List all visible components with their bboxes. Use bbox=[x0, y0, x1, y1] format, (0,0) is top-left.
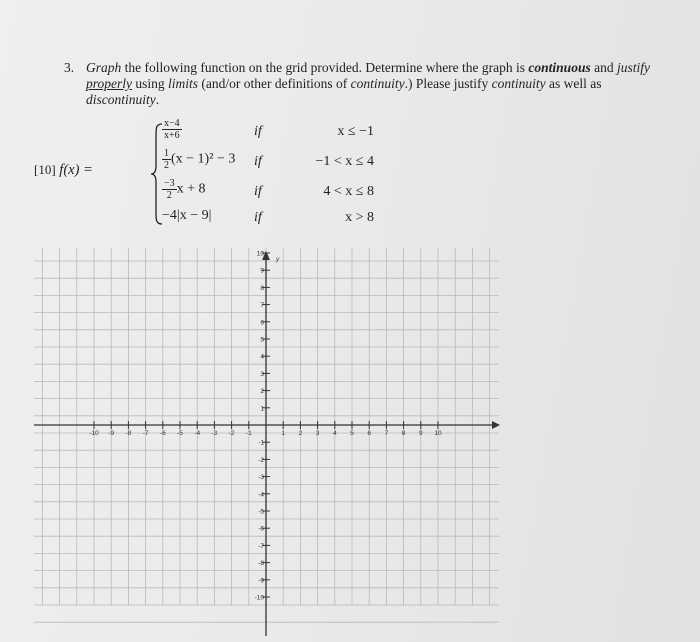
y-tick-label: 8 bbox=[260, 284, 264, 292]
x-tick-label: 4 bbox=[332, 430, 337, 437]
x-tick-label: -7 bbox=[142, 430, 149, 437]
case-1-fraction bbox=[162, 118, 182, 141]
x-tick-label: 9 bbox=[418, 430, 423, 437]
problem-text-part: continuous bbox=[528, 60, 591, 75]
y-tick-label: 3 bbox=[260, 370, 264, 378]
x-tick-label: 2 bbox=[298, 430, 303, 437]
case-3-expression bbox=[162, 178, 206, 201]
x-tick-label: 1 bbox=[281, 430, 286, 437]
y-tick-label: 6 bbox=[260, 319, 264, 327]
y-tick-label: -10 bbox=[254, 594, 264, 602]
x-tick-label: -9 bbox=[108, 430, 115, 437]
case-1-if: if bbox=[254, 124, 262, 139]
x-tick-label: -10 bbox=[89, 430, 99, 437]
case-2-denominator: 2 bbox=[164, 160, 169, 171]
x-tick-label: -5 bbox=[177, 430, 183, 437]
case-3-numerator: −3 bbox=[164, 178, 175, 189]
case-3-fraction bbox=[162, 178, 177, 201]
case-2-if: if bbox=[254, 154, 262, 169]
y-tick-label: 7 bbox=[260, 302, 264, 310]
case-1-expression bbox=[162, 118, 182, 141]
problem-text-part: as well as bbox=[545, 76, 602, 91]
problem-text-part: the following function on the grid provided. Determine where the graph is bbox=[121, 60, 529, 75]
problem-statement bbox=[64, 60, 654, 108]
case-2-rest: (x − 1)² − 3 bbox=[171, 151, 236, 167]
case-1-denominator: x+6 bbox=[164, 130, 180, 141]
function-label bbox=[34, 162, 93, 179]
x-tick-label: 10 bbox=[434, 430, 442, 437]
case-2-expression bbox=[162, 148, 235, 171]
x-axis-arrow bbox=[492, 421, 500, 429]
y-axis-label: y bbox=[276, 256, 280, 263]
case-4-range: x > 8 bbox=[345, 210, 374, 225]
case-4-expression bbox=[162, 208, 211, 224]
x-tick-label: 8 bbox=[401, 430, 406, 437]
y-tick-label: -6 bbox=[258, 525, 264, 533]
y-tick-label: -1 bbox=[258, 439, 264, 447]
x-tick-label: -8 bbox=[125, 430, 132, 437]
y-tick-label: 4 bbox=[260, 353, 264, 361]
case-2-range: −1 < x ≤ 4 bbox=[315, 154, 374, 169]
case-3-denominator: 2 bbox=[166, 190, 172, 201]
y-tick-label: 2 bbox=[260, 388, 264, 396]
x-tick-label: 6 bbox=[367, 430, 372, 437]
problem-text-part: properly bbox=[86, 76, 132, 91]
piecewise-function bbox=[34, 118, 454, 230]
x-tick-label: -4 bbox=[194, 430, 201, 437]
problem-text bbox=[86, 60, 654, 108]
problem-text-part: .) Please justify bbox=[404, 76, 492, 91]
problem-text-part: limits bbox=[168, 76, 199, 91]
x-tick-label: 3 bbox=[315, 430, 320, 437]
problem-text-part: . bbox=[155, 92, 160, 107]
x-tick-label: -3 bbox=[211, 430, 218, 437]
x-tick-label: 5 bbox=[350, 430, 354, 437]
case-4-if: if bbox=[254, 210, 262, 225]
problem-number: 3. bbox=[64, 60, 75, 75]
y-tick-label: 9 bbox=[260, 267, 264, 275]
y-tick-label: -2 bbox=[258, 456, 264, 464]
case-3-if: if bbox=[254, 184, 262, 199]
y-tick-label: 5 bbox=[260, 336, 264, 344]
case-3-range: 4 < x ≤ 8 bbox=[323, 184, 374, 199]
y-tick-label: -9 bbox=[258, 577, 264, 585]
y-tick-label: 1 bbox=[260, 405, 264, 413]
case-2-fraction bbox=[162, 148, 171, 171]
y-tick-label: -3 bbox=[258, 474, 264, 482]
y-tick-label: -4 bbox=[258, 491, 264, 499]
problem-text-part: and bbox=[590, 60, 617, 75]
case-4-rest: −4|x − 9| bbox=[162, 208, 212, 223]
problem-text-part: continuity bbox=[491, 76, 546, 91]
y-tick-label: -8 bbox=[258, 560, 264, 568]
x-tick-label: -6 bbox=[159, 430, 166, 437]
coordinate-grid bbox=[34, 248, 504, 640]
problem-text-part: Graph bbox=[86, 60, 122, 75]
case-2-numerator: 1 bbox=[164, 148, 169, 159]
x-tick-label: -1 bbox=[245, 430, 252, 437]
x-tick-label: -2 bbox=[228, 430, 235, 437]
case-3-rest: x + 8 bbox=[176, 181, 206, 197]
x-tick-label: 7 bbox=[384, 430, 389, 437]
point-value: [10] bbox=[34, 162, 56, 177]
y-tick-label: 10 bbox=[256, 250, 264, 258]
problem-text-part: using bbox=[132, 76, 169, 91]
problem-text-part: continuity bbox=[350, 76, 405, 91]
case-1-numerator: x−4 bbox=[164, 118, 180, 129]
problem-text-part: discontinuity bbox=[86, 92, 156, 107]
function-name: f(x) = bbox=[59, 162, 93, 178]
problem-text-part: (and/or other definitions of bbox=[198, 76, 351, 91]
case-1-range: x ≤ −1 bbox=[337, 124, 374, 139]
y-tick-label: -5 bbox=[258, 508, 264, 516]
y-tick-label: -7 bbox=[258, 542, 264, 550]
problem-text-part: justify bbox=[616, 60, 650, 75]
